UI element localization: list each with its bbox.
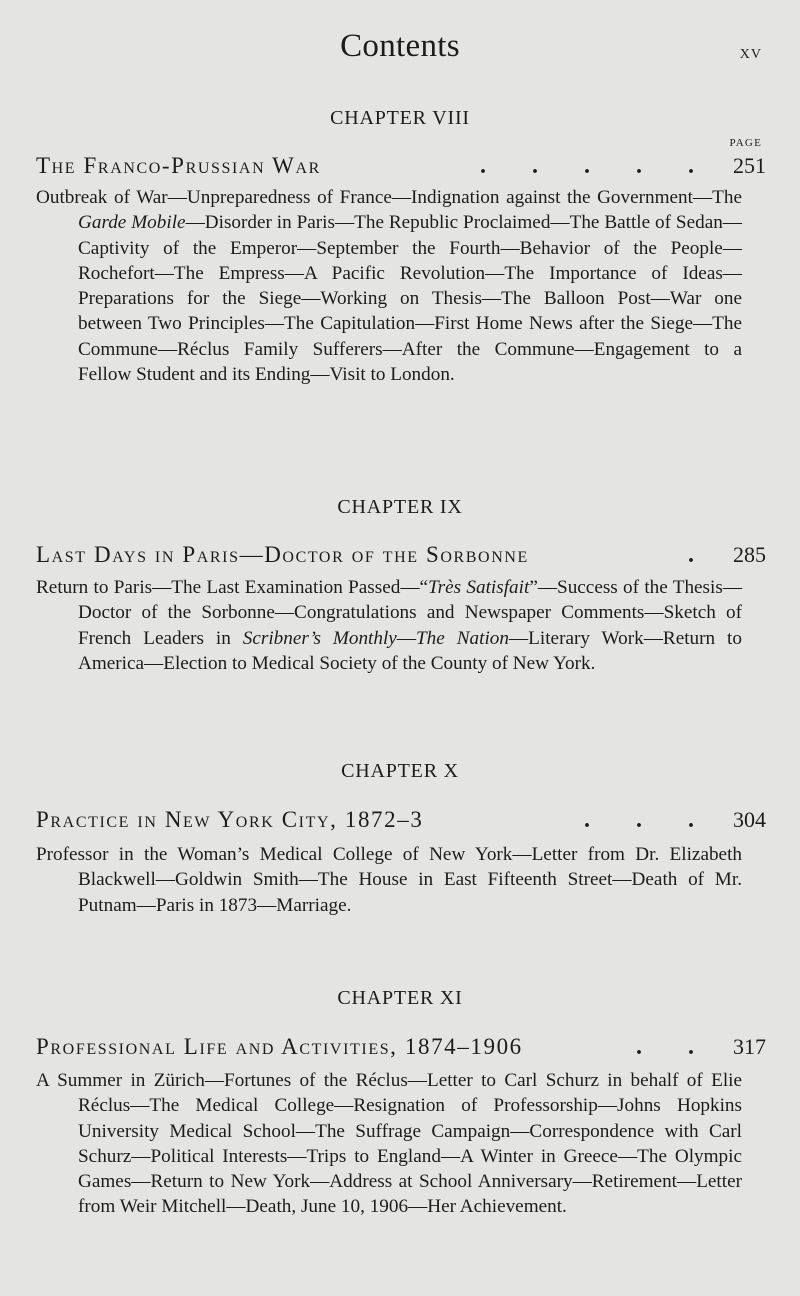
chapter-heading: CHAPTER XI — [337, 987, 463, 1009]
chapter-summary — [36, 842, 742, 918]
italic-title-text: The Nation — [416, 627, 509, 649]
chapter-heading: CHAPTER VIII — [330, 107, 470, 129]
chapter-summary — [36, 185, 742, 387]
chapter-page-number: 251 — [733, 153, 766, 178]
dot-leaders: . . . — [584, 807, 714, 833]
chapter-heading: CHAPTER IX — [337, 496, 463, 518]
summary-text: — — [396, 627, 417, 649]
chapter-page-number: 304 — [733, 807, 766, 832]
chapter-heading: CHAPTER X — [341, 760, 459, 782]
chapter-title: Last Days in Paris—Doctor of the Sorbonne — [36, 542, 529, 567]
chapter-summary — [36, 1068, 742, 1220]
chapter-page-number: 285 — [733, 542, 766, 567]
running-title: Contents — [340, 28, 460, 64]
dot-leaders: . . — [636, 1034, 714, 1060]
dot-leaders: . . . . . — [480, 153, 714, 179]
chapter-entry — [36, 153, 766, 185]
chapter-title: Practice in New York City, 1872–3 — [36, 807, 424, 832]
chapter-title: Professional Life and Activities, 1874–1906 — [36, 1034, 523, 1059]
chapter-entry — [36, 542, 766, 574]
dot-leaders: . — [688, 542, 714, 568]
summary-text: —Literary Work—Return to America—Election to Medical Society of the County of New York. — [78, 627, 742, 674]
italic-title-text: Garde Mobile — [78, 212, 186, 234]
italic-title-text: Scribner’s Monthly — [242, 627, 397, 649]
italic-title-text: Très Satisfait — [428, 577, 530, 598]
chapter-title: The Franco-Prussian War — [36, 153, 321, 178]
chapter-entry — [36, 807, 766, 839]
chapter-summary — [36, 575, 742, 676]
page-number: xv — [739, 41, 762, 63]
chapter-page-number: 317 — [733, 1034, 766, 1059]
summary-text: Return to Paris—The Last Examination Passed—“ — [36, 577, 429, 598]
chapter-entry — [36, 1034, 766, 1066]
summary-text: Outbreak of War—Unpreparedness of France—Indignation against the Government—The — [36, 187, 742, 208]
summary-text: ”—Success of the Thesis—Doctor of the Sorbonne—Congratulations and Newspaper Comments—Sketch of French Leaders in — [78, 577, 743, 649]
summary-text: A Summer in Zürich—Fortunes of the Réclus—Letter to Carl Schurz in behalf of Elie Réclus—The Medical College—Resignation of Professorship—Johns Hopkins University Medical School—The Suffrage Campaign—Correspondence with Carl Schurz—Political Interests—Trips to England—A Winter in Greece—The Olympic Games—Return to New York—Address at School Anniversary—Retirement—Letter from Weir Mitchell—Death, June 10, 1906—Her Achievement. — [36, 1070, 742, 1218]
page-column-label: PAGE — [729, 137, 762, 149]
summary-text: Professor in the Woman’s Medical College of New York—Letter from Dr. Elizabeth Blackwell—Goldwin Smith—The House in East Fifteenth Street—Death of Mr. Putnam—Paris in 1873—Marriage. — [36, 844, 742, 916]
summary-text: —Disorder in Paris—The Republic Proclaimed—The Battle of Sedan—Captivity of the Emperor—September the Fourth—Behavior of the People—Rochefort—The Empress—A Pacific Revolution—The Importance of Ideas—Preparations for the Siege—Working on Thesis—The Balloon Post—War one between Two Principles—The Capitulation—First Home News after the Siege—The Commune—Réclus Family Sufferers—After the Commune—Engagement to a Fellow Student and its Ending—Visit to London. — [78, 212, 742, 386]
